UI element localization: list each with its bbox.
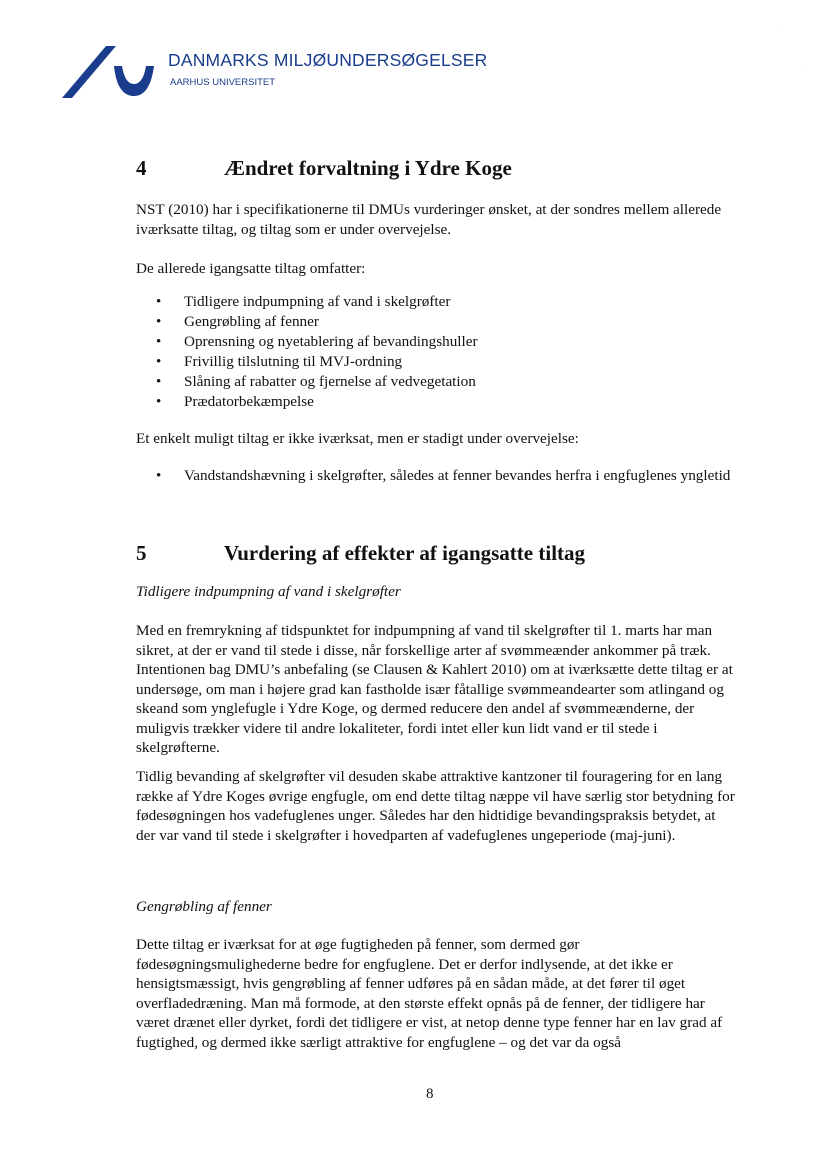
list-item: • Slåning af rabatter og fjernelse af vedvegetation bbox=[136, 372, 736, 392]
subheading-indpumpning: Tidligere indpumpning af vand i skelgrøfter bbox=[136, 583, 401, 600]
page-number: 8 bbox=[426, 1086, 434, 1102]
university-logo-icon bbox=[62, 44, 154, 100]
subheading-gengroebling: Gengrøbling af fenner bbox=[136, 898, 272, 915]
list-item: • Tidligere indpumpning af vand i skelgrøfter bbox=[136, 292, 736, 312]
paragraph: Med en fremrykning af tidspunktet for indpumpning af vand til skelgrøfter til 1. marts har man sikret, at der er vand til stede i disse, når forskellige arter af svømmeænder ankommer på træk. Intentionen bag DMU’s anbefaling (se Clausen & Kahlert 2010) om at iværksætte dette tiltag er at undersøge, om man i højere grad kan fastholde især fåtallige svømmeandearter som atlingand og skeand som ynglefugle i Ydre Koge, og dermed reducere den andel af svømmeænderne, der muligvis trækker videre til andre lokaliteter, fordi intet eller kun lidt vand er til stede i skelgrøfterne. bbox=[136, 622, 733, 756]
list-item: • Vandstandshævning i skelgrøfter, således at fenner bevandes herfra i engfuglenes yngletid bbox=[136, 466, 736, 486]
scan-speck: · bbox=[778, 28, 780, 34]
scan-speck: · bbox=[806, 64, 808, 70]
list-item: • Gengrøbling af fenner bbox=[136, 312, 736, 332]
paragraph: Tidlig bevanding af skelgrøfter vil desuden skabe attraktive kantzoner til fouragering for en lang række af Ydre Koges øvrige engfugle, om end dette tiltag næppe vil have særlig stor betydning for fødesøgningen hos vadefuglenes unger. Således har den hidtidige bevandingspraksis betydet, at der var vand til stede i skelgrøfter i hovedparten af vadefuglenes ungeperiode (maj-juni). bbox=[136, 768, 735, 844]
organization-name: DANMARKS MILJØUNDERSØGELSER bbox=[168, 50, 488, 70]
section-title: Vurdering af effekter af igangsatte tiltag bbox=[224, 541, 586, 565]
section-number: 4 bbox=[136, 156, 147, 180]
section-4-intro: NST (2010) har i specifikationerne til DMUs vurderinger ønsket, at der sondres mellem allerede iværksatte tiltag, og tiltag som er under overvejelse. bbox=[136, 201, 722, 238]
list-item: • Prædatorbekæmpelse bbox=[136, 392, 736, 412]
list-item: • Oprensning og nyetablering af bevandingshuller bbox=[136, 332, 736, 352]
implemented-list-intro: De allerede igangsatte tiltag omfatter: bbox=[136, 260, 366, 277]
implemented-measures-list bbox=[136, 292, 736, 412]
organization-subtitle: AARHUS UNIVERSITET bbox=[170, 77, 276, 88]
section-title: Ændret forvaltning i Ydre Koge bbox=[224, 156, 512, 180]
list-item: • Frivillig tilslutning til MVJ-ordning bbox=[136, 352, 736, 372]
section-number: 5 bbox=[136, 541, 147, 565]
considered-measures-list bbox=[136, 466, 736, 486]
considered-list-intro: Et enkelt muligt tiltag er ikke iværksat, men er stadigt under overvejelse: bbox=[136, 430, 579, 447]
paragraph: Dette tiltag er iværksat for at øge fugtigheden på fenner, som dermed gør fødesøgningsmulighederne bedre for engfuglene. Det er derfor indlysende, at det ikke er hensigtsmæssigt, hvis gengrøbling af fenner udføres på en sådan måde, at det fører til øget overfladedræning. Man må formode, at den største effekt opnås på de fenner, der tidligere har været drænet eller dyrket, fordi det tidligere er vist, at netop denne type fenner har en lav grad af fugtighed, og dermed ikke særligt attraktive for engfuglene – og det var da også bbox=[136, 936, 723, 1051]
